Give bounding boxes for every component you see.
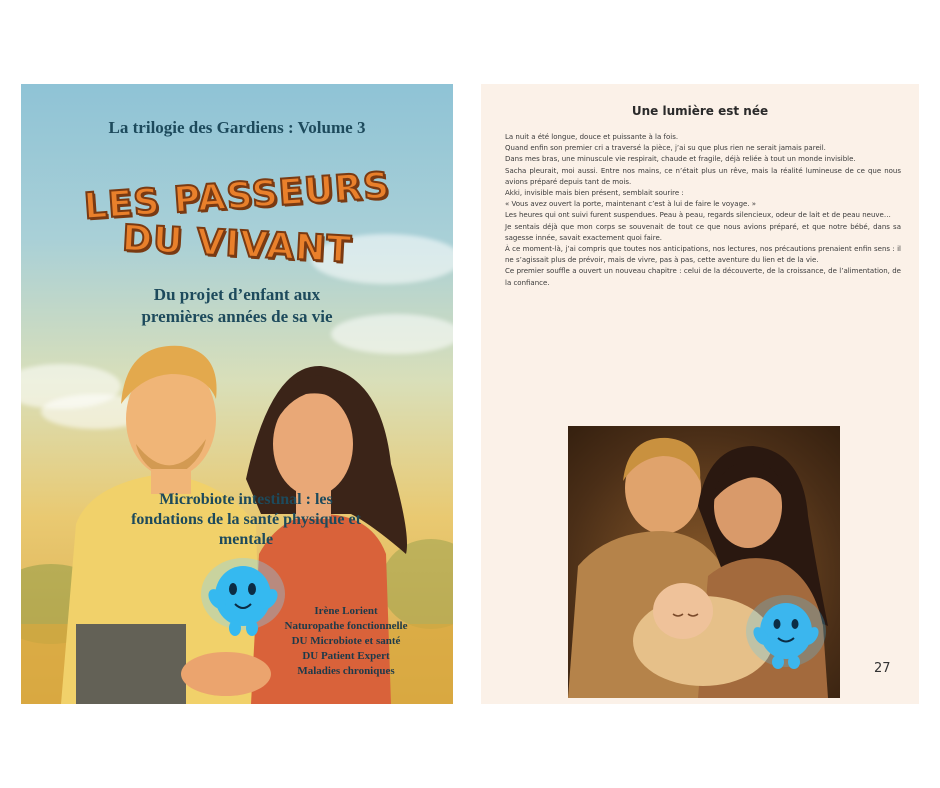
subtitle-line: premières années de sa vie (141, 307, 333, 326)
interior-page (481, 84, 919, 704)
chapter-title: Une lumière est née (631, 104, 769, 118)
paragraph: Ce premier souffle a ouvert un nouveau chapitre : celui de la découverte, de la croissance, de l’alimentation, de la confiance. (505, 267, 901, 287)
book-title-line2: DU VIVANT (121, 218, 353, 271)
author-credits (261, 604, 431, 679)
credential: Naturopathe fonctionnelle (284, 620, 408, 632)
chapter-text (505, 132, 901, 289)
paragraph: Je sentais déjà que mon corps se souvenait de tout ce que nous avions préparé, et que notre bébé, dans sa sagesse innée, savait exactement quoi faire. (505, 222, 901, 242)
paragraph: « Vous avez ouvert la porte, maintenant c’est à lui de faire le voyage. » (505, 200, 757, 209)
credential: DU Patient Expert (302, 650, 390, 662)
illustration-art (568, 426, 840, 698)
page-number: 27 (874, 661, 891, 676)
paragraph: Les heures qui ont suivi furent suspendues. Peau à peau, regards silencieux, odeur de lait et de peau neuve… (505, 211, 891, 220)
tagline-line: Microbiote intestinal : les (159, 491, 333, 508)
family-illustration (568, 426, 840, 698)
credential: DU Microbiote et santé (291, 635, 401, 647)
subtitle-line: Du projet d’enfant aux (153, 285, 321, 304)
book-title-line1: LES PASSEURS (82, 165, 392, 228)
paragraph: Akki, invisible mais bien présent, semblait sourire : (505, 189, 684, 198)
paragraph: À ce moment-là, j’ai compris que toutes nos anticipations, nos lectures, nos précautions prenaient enfin sens : il ne s’agissait plus de prévoir, mais de vivre, pas à pas, cette aventure du lien et de la vie. (505, 245, 901, 265)
paragraph: Quand enfin son premier cri a traversé la pièce, j’ai su que plus rien ne serait jamais pareil. (505, 144, 826, 153)
book-tagline (101, 490, 391, 550)
credential: Maladies chroniques (297, 665, 395, 677)
book-subtitle (21, 284, 453, 328)
series-title: La trilogie des Gardiens : Volume 3 (108, 118, 366, 137)
paragraph: Dans mes bras, une minuscule vie respirait, chaude et fragile, déjà reliée à tout un monde invisible. (505, 155, 856, 164)
paragraph: La nuit a été longue, douce et puissante à la fois. (505, 133, 679, 141)
book-cover (21, 84, 453, 704)
tagline-line: fondations de la santé physique et (131, 511, 361, 528)
tagline-line: mentale (218, 531, 274, 548)
paragraph: Sacha pleurait, moi aussi. Entre nos mains, ce n’était plus un rêve, mais la réalité lumineuse de ce que nous avions préparé depuis tant de mois. (505, 166, 901, 186)
author-name: Irène Lorient (314, 605, 378, 617)
